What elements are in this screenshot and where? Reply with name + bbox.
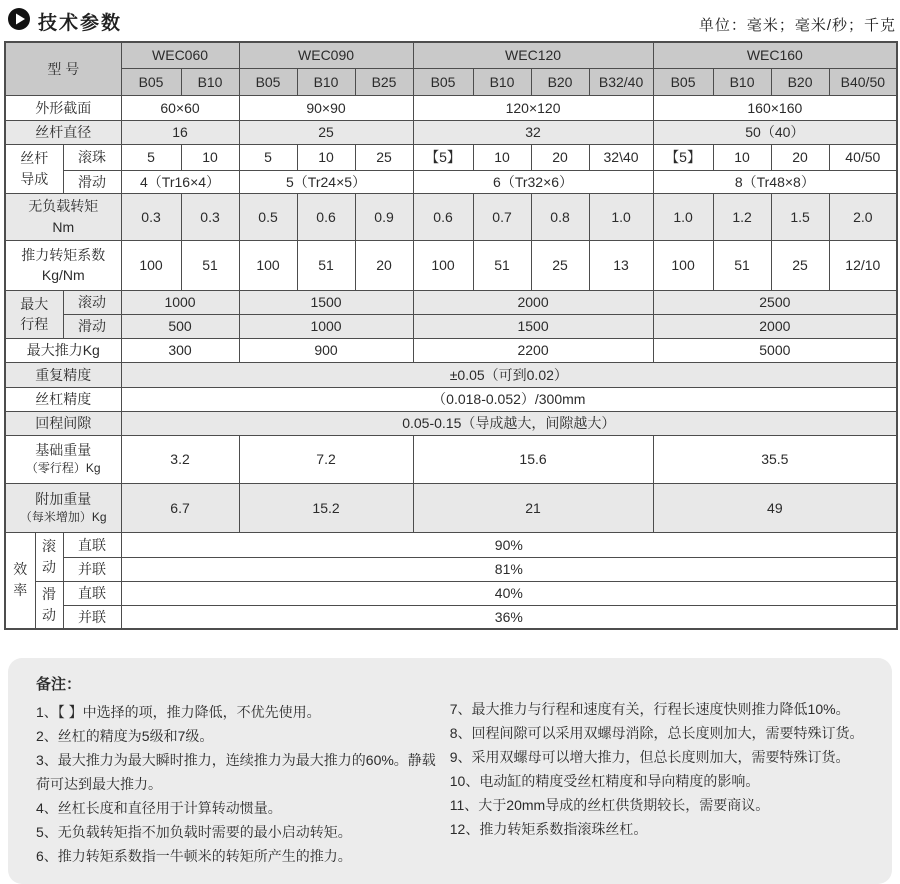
cell-value: 10 <box>181 144 239 170</box>
cell-value: 10 <box>297 144 355 170</box>
cell-value: 1500 <box>413 314 653 338</box>
col-header: B05 <box>239 68 297 95</box>
table-row <box>5 532 897 557</box>
row-label: 回程间隙 <box>5 411 121 435</box>
play-icon <box>8 8 30 35</box>
row-label-line: （零行程）Kg <box>25 461 101 476</box>
cell-value: 5 <box>121 144 181 170</box>
cell-value: 32 <box>413 120 653 144</box>
sub-label: 直联 <box>63 532 121 557</box>
cell-value: 13 <box>589 240 653 290</box>
cell-value: 8（Tr48×8） <box>653 170 897 193</box>
cell-value: 2500 <box>653 290 897 314</box>
col-header: B10 <box>297 68 355 95</box>
table-row <box>5 193 897 240</box>
cell-value: 0.5 <box>239 193 297 240</box>
cell-value: 0.3 <box>121 193 181 240</box>
row-label-line: 推力转矩系数 <box>21 246 106 263</box>
cell-value: 51 <box>181 240 239 290</box>
cell-value: 5000 <box>653 338 897 362</box>
table-row <box>5 557 897 581</box>
cell-value: 12/10 <box>829 240 897 290</box>
cell-value: 10 <box>713 144 771 170</box>
col-header: B05 <box>653 68 713 95</box>
cell-value: 2000 <box>413 290 653 314</box>
cell-value: 40% <box>121 581 897 605</box>
cell-value: 20 <box>355 240 413 290</box>
cell-value: 1000 <box>121 290 239 314</box>
cell-value: （0.018-0.052）/300mm <box>121 387 897 411</box>
cell-value: 90% <box>121 532 897 557</box>
table-row <box>5 483 897 532</box>
note-item: 1、【 】中选择的项，推力降低，不优先使用。 <box>36 703 321 720</box>
sub-label: 滑动 <box>35 581 63 629</box>
cell-value: 20 <box>531 144 589 170</box>
cell-value: 0.6 <box>413 193 473 240</box>
row-label-line: 最大 <box>20 295 49 312</box>
col-header: B20 <box>531 68 589 95</box>
cell-value: 100 <box>121 240 181 290</box>
cell-value: 6（Tr32×6） <box>413 170 653 193</box>
note-item: 7、最大推力与行程和速度有关，行程长速度快则推力降低10%。 <box>449 701 850 717</box>
note-item: 10、电动缸的精度受丝杠精度和导向精度的影响。 <box>449 773 760 790</box>
cell-value: 36% <box>121 605 897 629</box>
cell-value: 5（Tr24×5） <box>239 170 413 193</box>
cell-value: 25 <box>531 240 589 290</box>
col-header: B20 <box>771 68 829 95</box>
table-row <box>5 120 897 144</box>
spec-table <box>4 41 898 630</box>
model-header: 型 号 <box>5 42 121 95</box>
row-label-unit: Kg/Nm <box>41 267 85 283</box>
page-title: 技术参数 <box>38 13 123 34</box>
row-label: 最大推力Kg <box>5 338 121 362</box>
row-label: 丝杠精度 <box>5 387 121 411</box>
cell-value: 2000 <box>653 314 897 338</box>
cell-value: 100 <box>653 240 713 290</box>
cell-value: 49 <box>653 483 897 532</box>
cell-value: 900 <box>239 338 413 362</box>
col-header: B05 <box>413 68 473 95</box>
cell-value: 15.6 <box>413 435 653 483</box>
units-note: 单位：毫米；毫米/秒；千克 <box>698 17 896 34</box>
note-item: 3、最大推力为最大瞬时推力，连续推力为最大推力的60%。静载荷可达到最大推力。 <box>36 751 436 793</box>
cell-value: 300 <box>121 338 239 362</box>
cell-value: 500 <box>121 314 239 338</box>
cell-value: 6.7 <box>121 483 239 532</box>
cell-value: 32\40 <box>589 144 653 170</box>
sub-label: 并联 <box>63 605 121 629</box>
col-header: B40/50 <box>829 68 897 95</box>
row-label <box>5 144 63 193</box>
row-label <box>5 240 121 290</box>
cell-value: 10 <box>473 144 531 170</box>
row-label-line: 导成 <box>20 170 49 187</box>
row-label-line: 基础重量 <box>35 442 92 459</box>
row-label-line: 丝杆 <box>20 150 49 167</box>
group-header: WEC090 <box>239 42 413 68</box>
table-row <box>5 435 897 483</box>
cell-value: 5 <box>239 144 297 170</box>
row-label: 重复精度 <box>5 362 121 387</box>
row-label: 丝杆直径 <box>5 120 121 144</box>
cell-value: 160×160 <box>653 95 897 120</box>
sub-label: 滚珠 <box>63 144 121 170</box>
cell-value: 3.2 <box>121 435 239 483</box>
table-row <box>5 144 897 170</box>
sub-label: 直联 <box>63 581 121 605</box>
cell-value: 0.3 <box>181 193 239 240</box>
row-label <box>5 193 121 240</box>
note-item: 4、丝杠长度和直径用于计算转动惯量。 <box>36 800 282 817</box>
cell-value: 60×60 <box>121 95 239 120</box>
col-header: B32/40 <box>589 68 653 95</box>
sub-label: 滑动 <box>63 314 121 338</box>
row-label-unit: Nm <box>52 218 75 235</box>
cell-value: 1.0 <box>653 193 713 240</box>
notes-column-right <box>450 672 870 868</box>
note-item: 2、丝杠的精度为5级和7级。 <box>36 727 214 744</box>
table-row <box>5 68 897 95</box>
sub-label: 并联 <box>63 557 121 581</box>
group-header: WEC120 <box>413 42 653 68</box>
sub-label: 滚动 <box>63 290 121 314</box>
cell-value: 【5】 <box>653 144 713 170</box>
row-label-line: 无负载转矩 <box>28 198 99 215</box>
cell-value: 1500 <box>239 290 413 314</box>
note-item: 8、回程间隙可以采用双螺母消除，总长度则加大，需要特殊订货。 <box>449 725 864 742</box>
cell-value: 7.2 <box>239 435 413 483</box>
note-item: 5、无负载转矩指不加负载时需要的最小启动转矩。 <box>36 824 352 841</box>
table-row <box>5 605 897 629</box>
row-label-line: （每米增加）Kg <box>19 509 107 524</box>
cell-value: 16 <box>121 120 239 144</box>
cell-value: 51 <box>713 240 771 290</box>
cell-value: 15.2 <box>239 483 413 532</box>
table-row <box>5 95 897 120</box>
col-header: B10 <box>181 68 239 95</box>
cell-value: 25 <box>355 144 413 170</box>
col-header: B05 <box>121 68 181 95</box>
cell-value: 【5】 <box>413 144 473 170</box>
notes-title: 备注： <box>36 676 82 693</box>
notes-panel <box>8 658 892 884</box>
cell-value: 0.8 <box>531 193 589 240</box>
cell-value: 2.0 <box>829 193 897 240</box>
cell-value: 0.7 <box>473 193 531 240</box>
table-row <box>5 290 897 314</box>
cell-value: 0.05-0.15（导成越大，间隙越大） <box>121 411 897 435</box>
group-header: WEC060 <box>121 42 239 68</box>
cell-value: 20 <box>771 144 829 170</box>
table-row <box>5 314 897 338</box>
row-label <box>5 435 121 483</box>
cell-value: 51 <box>473 240 531 290</box>
cell-value: 25 <box>239 120 413 144</box>
cell-value: 120×120 <box>413 95 653 120</box>
cell-value: 0.6 <box>297 193 355 240</box>
note-item: 9、采用双螺母可以增大推力，但总长度则加大，需要特殊订货。 <box>449 749 850 766</box>
cell-value: 1.0 <box>589 193 653 240</box>
sub-label: 滑动 <box>63 170 121 193</box>
page-header <box>0 0 900 41</box>
cell-value: 40/50 <box>829 144 897 170</box>
cell-value: 81% <box>121 557 897 581</box>
notes-column-left <box>36 672 440 868</box>
row-label: 效率 <box>5 532 35 629</box>
cell-value: 0.9 <box>355 193 413 240</box>
sub-label: 滚动 <box>35 532 63 581</box>
row-label <box>5 290 63 338</box>
col-header: B25 <box>355 68 413 95</box>
cell-value: 51 <box>297 240 355 290</box>
cell-value: 35.5 <box>653 435 897 483</box>
cell-value: 1.2 <box>713 193 771 240</box>
table-row <box>5 411 897 435</box>
cell-value: 21 <box>413 483 653 532</box>
cell-value: 2200 <box>413 338 653 362</box>
cell-value: 90×90 <box>239 95 413 120</box>
table-row <box>5 170 897 193</box>
cell-value: 4（Tr16×4） <box>121 170 239 193</box>
col-header: B10 <box>473 68 531 95</box>
note-item: 11、大于20mm导成的丝杠供货期较长，需要商议。 <box>449 797 770 814</box>
row-label-line: 附加重量 <box>35 490 92 507</box>
group-header: WEC160 <box>653 42 897 68</box>
row-label: 外形截面 <box>5 95 121 120</box>
note-item: 6、推力转矩系数指一牛顿米的转矩所产生的推力。 <box>36 848 352 865</box>
row-label <box>5 483 121 532</box>
cell-value: 1000 <box>239 314 413 338</box>
note-item: 12、推力转矩系数指滚珠丝杠。 <box>449 821 648 838</box>
table-row <box>5 42 897 68</box>
table-row <box>5 581 897 605</box>
table-row <box>5 240 897 290</box>
table-row <box>5 362 897 387</box>
cell-value: 100 <box>239 240 297 290</box>
table-row <box>5 387 897 411</box>
table-row <box>5 338 897 362</box>
cell-value: ±0.05（可到0.02） <box>121 362 897 387</box>
row-label-line: 行程 <box>20 316 49 332</box>
cell-value: 100 <box>413 240 473 290</box>
cell-value: 25 <box>771 240 829 290</box>
col-header: B10 <box>713 68 771 95</box>
cell-value: 1.5 <box>771 193 829 240</box>
cell-value: 50（40） <box>653 120 897 144</box>
